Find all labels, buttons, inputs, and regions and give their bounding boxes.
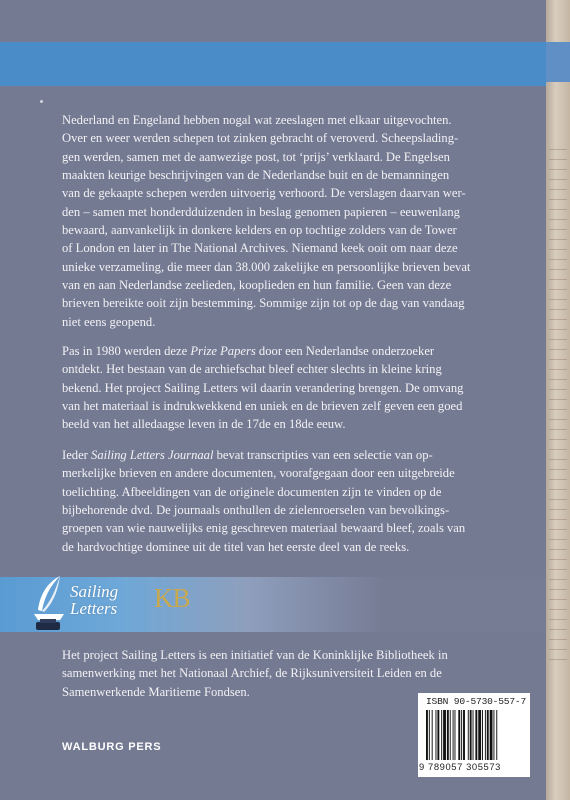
barcode-icon bbox=[426, 710, 522, 760]
quill-ship-icon bbox=[30, 574, 68, 632]
barcode-bar bbox=[478, 710, 481, 760]
sailing-letters-line1: Sailing bbox=[70, 582, 119, 601]
blurb-paragraph-2-before: Pas in 1980 werden deze bbox=[62, 344, 191, 358]
cover-speck bbox=[40, 100, 43, 103]
barcode-bar bbox=[493, 710, 494, 760]
barcode-bar bbox=[485, 710, 486, 760]
sailing-letters-logo bbox=[30, 572, 140, 632]
isbn-text: ISBN 90-5730-557-7 bbox=[426, 696, 527, 707]
barcode-bar bbox=[443, 710, 446, 760]
publisher-name: WALBURG PERS bbox=[62, 741, 162, 753]
blurb-paragraph-1-text: Nederland en Engeland hebben nogal wat zeeslagen met elkaar uitgevochten. Over en weer werden schepen tot zinken gebracht of veroverd. Scheepslading- gen werden, samen met de aanwezige post, tot ‘prijs’ verklaard. De Engelsen maakten keurige beschrijvingen van de Nederlandse buit en de bemanningen van de gekaapte schepen werden uitvoerig verhoord. De verslagen daarvan wer- den – samen met honderdduizenden in beslag genomen papieren – eeuwenlang bewaard, aanvankelijk in donkere kelders en op tochtige zolders van de Tower of London en later in The National Archives. Niemand keek ooit om naar deze unieke verzameling, die meer dan 38.000 zakelijke en persoonlijke brieven bevat van en aan Nederlandse zeelieden, kooplieden en hun familie. Geen van deze brieven bereikte ooit zijn bestemming. Sommige zijn tot op de dag van vandaag niet eens geopend. bbox=[62, 113, 471, 329]
barcode-bar bbox=[447, 710, 449, 760]
top-color-band bbox=[0, 42, 546, 86]
barcode-bar bbox=[450, 710, 451, 760]
barcode-bar bbox=[455, 710, 456, 760]
blurb-paragraph-2 bbox=[62, 342, 530, 434]
barcode-bar bbox=[496, 710, 497, 760]
spine-band bbox=[546, 42, 570, 82]
barcode-bar bbox=[482, 710, 483, 760]
barcode-bar bbox=[461, 710, 462, 760]
kb-logo: KB bbox=[154, 583, 190, 613]
barcode-bar bbox=[453, 710, 454, 760]
barcode-bar bbox=[429, 710, 430, 760]
barcode-bar bbox=[441, 710, 442, 760]
project-note: Het project Sailing Letters is een initiatief van de Koninklijke Bibliotheek in samenwerking met het Nationaal Archief, de Rijksuniversiteit Leiden en de Samenwerkende Maritieme Fondsen. bbox=[62, 648, 448, 699]
barcode-bar bbox=[475, 710, 477, 760]
blurb-paragraph-3-after: bevat transcripties van een selectie van op- merkelijke brieven en andere documenten, voorafgegaan door een uitgebreide toelichting. Afbeeldingen van de originele documenten zijn te vinden op de bijbehorende dvd. De journaals onthullen de zielenroerselen van bevolkings- groepen van wie nauwelijks enig geschreven materiaal bewaard bleef, zoals van de hardvochtige dominee uit de titel van het eerste deel van de reeks. bbox=[62, 448, 466, 554]
ean-number: 9 789057 305573 bbox=[419, 761, 501, 772]
blurb-paragraph-2-after: door een Nederlandse onderzoeker ontdekt. Het bestaan van de archiefschat bleef echter slechts in kleine kring bekend. Het project Sailing Letters wil daarin verandering brengen. De omvang van het materiaal is indrukwekkend en uniek en de brieven zelf geven een goed beeld van het alledaagse leven in de 17de en 18de eeuw. bbox=[62, 344, 464, 432]
sailing-letters-line2: Letters bbox=[70, 599, 118, 618]
spine-handwriting bbox=[549, 140, 567, 660]
barcode-bar bbox=[463, 710, 465, 760]
barcode-bar bbox=[468, 710, 469, 760]
barcode-bar bbox=[470, 710, 472, 760]
prize-papers-emphasis: Prize Papers bbox=[190, 344, 256, 358]
barcode-bar bbox=[426, 710, 428, 760]
blurb-paragraph-3-before: Ieder bbox=[62, 448, 92, 462]
barcode-bar bbox=[473, 710, 474, 760]
barcode-label bbox=[418, 693, 530, 777]
barcode-bar bbox=[458, 710, 460, 760]
barcode-bar bbox=[487, 710, 489, 760]
blurb-paragraph-3 bbox=[62, 446, 530, 556]
barcode-bar bbox=[432, 710, 433, 760]
barcode-bar bbox=[490, 710, 493, 760]
blurb-paragraph-1 bbox=[62, 111, 530, 331]
book-spine-edge bbox=[546, 0, 570, 800]
journal-title-emphasis: Sailing Letters Journaal bbox=[91, 448, 214, 462]
barcode-bar bbox=[437, 710, 439, 760]
barcode-bar bbox=[436, 710, 437, 760]
